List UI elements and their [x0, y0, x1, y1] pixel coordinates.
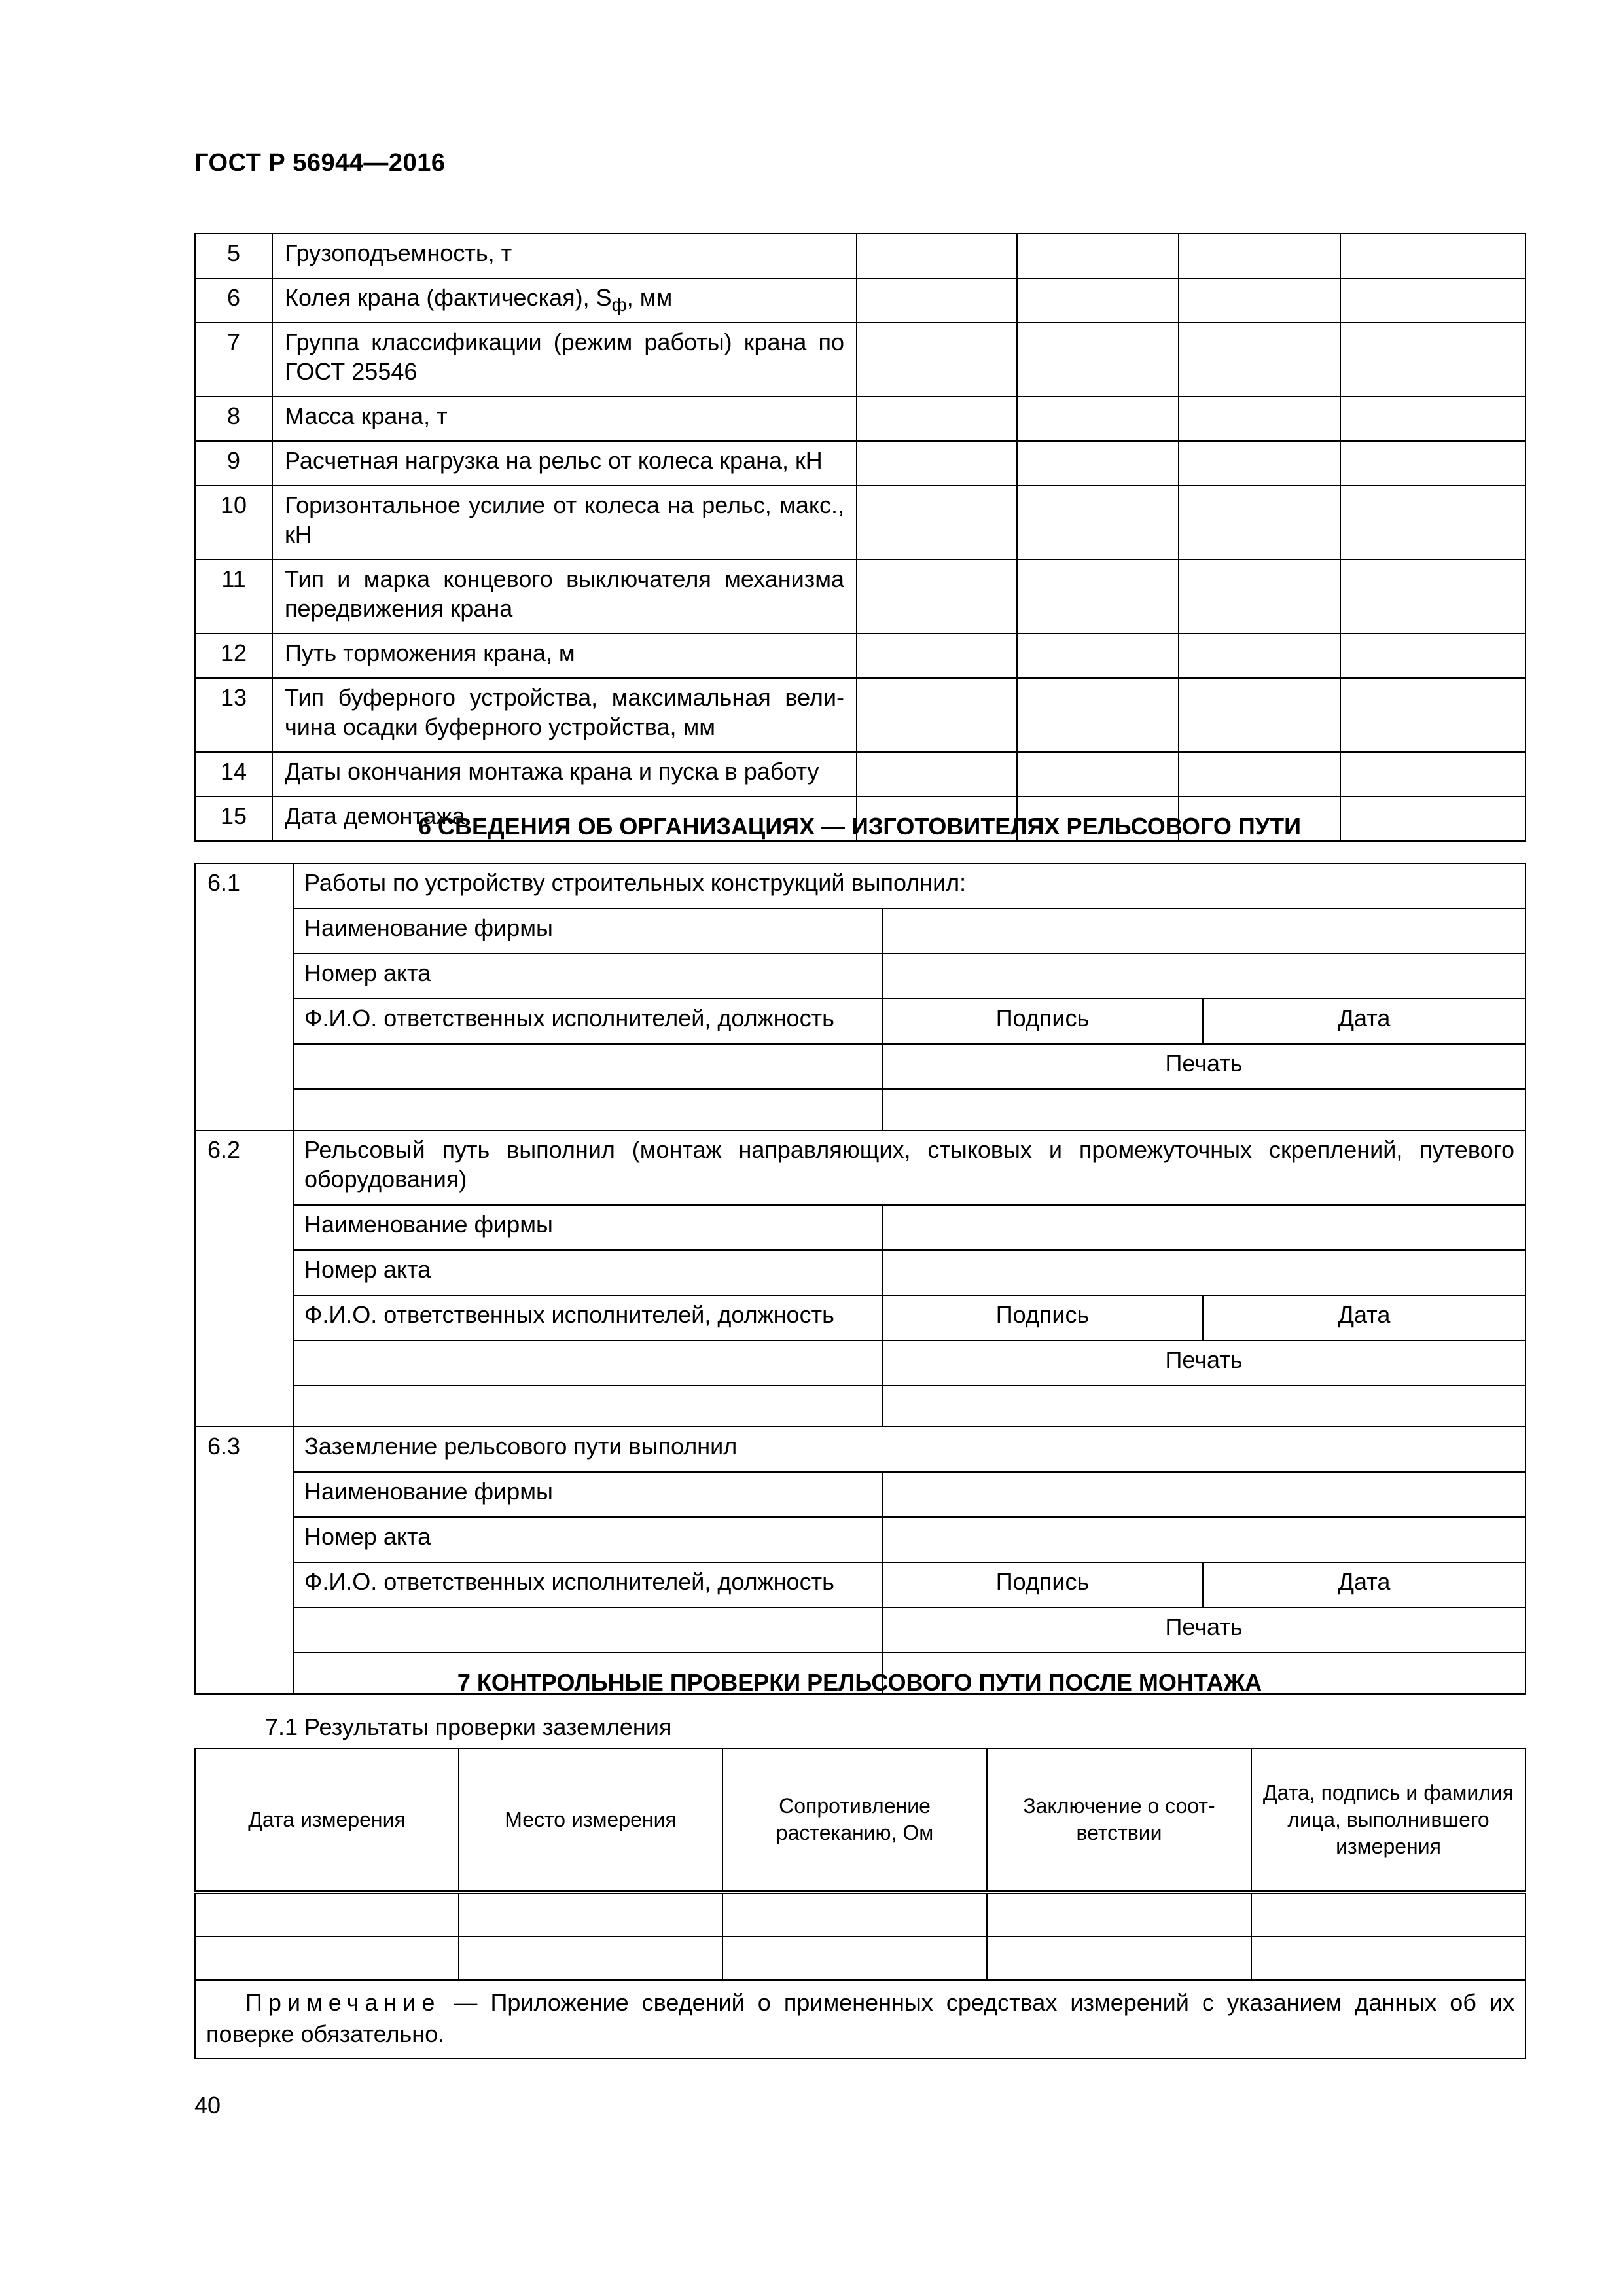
firm-name-label: Наименование фирмы [293, 1205, 882, 1250]
value-cell[interactable] [1179, 486, 1340, 560]
table-row [195, 1250, 1525, 1295]
stamp-label: Печать [882, 1607, 1525, 1653]
description-suffix: , мм [626, 284, 673, 311]
row-number: 9 [195, 441, 272, 486]
table-row [195, 1295, 1525, 1340]
value-cell[interactable] [1179, 634, 1340, 678]
table-row [195, 634, 1525, 678]
subscript: ф [611, 295, 627, 315]
value-cell[interactable] [857, 397, 1017, 441]
table-row [195, 1607, 1525, 1653]
table-cell[interactable] [722, 1937, 987, 1980]
group-number: 6.3 [195, 1427, 293, 1694]
row-number: 8 [195, 397, 272, 441]
table-row [195, 678, 1525, 752]
act-number-field[interactable] [882, 1517, 1525, 1562]
value-cell[interactable] [1179, 397, 1340, 441]
table-cell[interactable] [195, 1937, 459, 1980]
grounding-results-table [194, 1748, 1526, 2059]
table-row [195, 954, 1525, 999]
value-cell[interactable] [857, 278, 1017, 323]
table-row [195, 278, 1525, 323]
row-description: Тип буферного устройства, максимальная вели-чина осадки буферного устройства, мм [272, 678, 857, 752]
firm-name-field[interactable] [882, 908, 1525, 954]
table-cell[interactable] [722, 1892, 987, 1937]
value-cell[interactable] [1179, 752, 1340, 797]
table-row [195, 908, 1525, 954]
note-row [195, 1980, 1525, 2058]
table-row [195, 1427, 1525, 1472]
signature-label: Подпись [882, 1295, 1203, 1340]
value-cell[interactable] [1340, 486, 1525, 560]
value-cell[interactable] [1179, 441, 1340, 486]
value-cell[interactable] [1340, 234, 1525, 278]
responsible-field[interactable] [293, 1089, 882, 1130]
value-cell[interactable] [1179, 560, 1340, 634]
value-cell[interactable] [857, 560, 1017, 634]
standard-code: ГОСТ Р 56944—2016 [194, 149, 446, 177]
act-number-label: Номер акта [293, 1250, 882, 1295]
signature-label: Подпись [882, 999, 1203, 1044]
value-cell[interactable] [1017, 234, 1179, 278]
table-row [195, 1892, 1525, 1937]
table-cell[interactable] [459, 1937, 722, 1980]
table-row [195, 234, 1525, 278]
note-label: Примечание [245, 1989, 441, 2016]
table-cell[interactable] [459, 1892, 722, 1937]
row-description: Группа классификации (режим работы) крана по ГОСТ 25546 [272, 323, 857, 397]
value-cell[interactable] [1017, 634, 1179, 678]
row-number: 6 [195, 278, 272, 323]
value-cell[interactable] [857, 234, 1017, 278]
value-cell[interactable] [1340, 441, 1525, 486]
group-title: Рельсовый путь выполнил (монтаж направляющих, стыковых и промежуточных скреплений, путевого оборудования) [293, 1130, 1525, 1205]
table-row [195, 1340, 1525, 1386]
responsible-label: Ф.И.О. ответственных исполнителей, должность [293, 1562, 882, 1607]
value-cell[interactable] [1179, 278, 1340, 323]
table-row [195, 397, 1525, 441]
responsible-label: Ф.И.О. ответственных исполнителей, должность [293, 999, 882, 1044]
value-cell[interactable] [1340, 678, 1525, 752]
note-cell [195, 1980, 1525, 2058]
responsible-field[interactable] [293, 1340, 882, 1386]
section-7-title: 7 КОНТРОЛЬНЫЕ ПРОВЕРКИ РЕЛЬСОВОГО ПУТИ ПОСЛЕ МОНТАЖА [457, 1669, 1262, 1696]
firm-name-label: Наименование фирмы [293, 1472, 882, 1517]
group-title: Заземление рельсового пути выполнил [293, 1427, 1525, 1472]
row-description: Грузоподъемность, т [272, 234, 857, 278]
responsible-field[interactable] [293, 1044, 882, 1089]
row-number: 10 [195, 486, 272, 560]
responsible-field[interactable] [293, 1386, 882, 1427]
value-cell[interactable] [1340, 634, 1525, 678]
stamp-label: Печать [882, 1340, 1525, 1386]
responsible-label: Ф.И.О. ответственных исполнителей, должность [293, 1295, 882, 1340]
note-text: — Приложение сведений о примененных средствах измерений с указанием данных об их поверке обязательно. [206, 1989, 1514, 2047]
value-cell[interactable] [1340, 752, 1525, 797]
value-cell[interactable] [1017, 752, 1179, 797]
value-cell[interactable] [1340, 397, 1525, 441]
value-cell[interactable] [857, 752, 1017, 797]
row-number: 12 [195, 634, 272, 678]
value-cell[interactable] [1340, 278, 1525, 323]
row-description: Масса крана, т [272, 397, 857, 441]
table-row [195, 486, 1525, 560]
column-header: Заключение о соот-ветствии [987, 1748, 1251, 1892]
table-header-row [195, 1748, 1525, 1892]
value-cell[interactable] [1340, 323, 1525, 397]
firm-name-field[interactable] [882, 1472, 1525, 1517]
date-label: Дата [1203, 1295, 1525, 1340]
row-description: Расчетная нагрузка на рельс от колеса крана, кН [272, 441, 857, 486]
value-cell[interactable] [1017, 397, 1179, 441]
row-description: Горизонтальное усилие от колеса на рельс, макс., кН [272, 486, 857, 560]
date-label: Дата [1203, 999, 1525, 1044]
row-description: Даты окончания монтажа крана и пуска в работу [272, 752, 857, 797]
date-label: Дата [1203, 1562, 1525, 1607]
subsection-7-1-title: 7.1 Результаты проверки заземления [265, 1713, 672, 1740]
organisations-table [194, 863, 1526, 1695]
value-cell[interactable] [1017, 678, 1179, 752]
table-row [195, 1205, 1525, 1250]
row-number: 13 [195, 678, 272, 752]
act-number-field[interactable] [882, 954, 1525, 999]
value-cell[interactable] [1017, 441, 1179, 486]
table-row [195, 441, 1525, 486]
row-number: 7 [195, 323, 272, 397]
value-cell[interactable] [1179, 323, 1340, 397]
stamp-field[interactable] [882, 1089, 1525, 1130]
table-cell[interactable] [195, 1892, 459, 1937]
stamp-label: Печать [882, 1044, 1525, 1089]
value-cell[interactable] [857, 486, 1017, 560]
table-row [195, 863, 1525, 908]
table-row [195, 1044, 1525, 1089]
value-cell[interactable] [1179, 678, 1340, 752]
row-description [272, 278, 857, 323]
row-description: Тип и марка концевого выключателя механизма передвижения крана [272, 560, 857, 634]
table-cell[interactable] [987, 1892, 1251, 1937]
value-cell[interactable] [1340, 560, 1525, 634]
firm-name-label: Наименование фирмы [293, 908, 882, 954]
group-title: Работы по устройству строительных конструкций выполнил: [293, 863, 1525, 908]
table-row [195, 560, 1525, 634]
table-row [195, 1386, 1525, 1427]
value-cell[interactable] [1017, 486, 1179, 560]
value-cell[interactable] [857, 441, 1017, 486]
row-number: 5 [195, 234, 272, 278]
table-row [195, 1130, 1525, 1205]
firm-name-field[interactable] [882, 1205, 1525, 1250]
act-number-label: Номер акта [293, 954, 882, 999]
crane-parameters-table [194, 233, 1526, 842]
table-row [195, 323, 1525, 397]
value-cell[interactable] [857, 323, 1017, 397]
description-text: Колея крана (фактическая), S [285, 284, 612, 311]
table-cell[interactable] [987, 1937, 1251, 1980]
table-row [195, 1472, 1525, 1517]
column-header: Дата измерения [195, 1748, 459, 1892]
value-cell[interactable] [1017, 323, 1179, 397]
row-number: 14 [195, 752, 272, 797]
table-row [195, 752, 1525, 797]
signature-label: Подпись [882, 1562, 1203, 1607]
table-row [195, 1517, 1525, 1562]
row-description: Путь торможения крана, м [272, 634, 857, 678]
responsible-field[interactable] [293, 1607, 882, 1653]
section-6-title: 6 СВЕДЕНИЯ ОБ ОРГАНИЗАЦИЯХ — ИЗГОТОВИТЕЛЯХ РЕЛЬСОВОГО ПУТИ [418, 813, 1301, 840]
table-row [195, 1089, 1525, 1130]
stamp-field[interactable] [882, 1386, 1525, 1427]
value-cell[interactable] [1179, 234, 1340, 278]
group-number: 6.2 [195, 1130, 293, 1427]
row-number: 15 [195, 797, 272, 841]
table-row [195, 1562, 1525, 1607]
row-number: 11 [195, 560, 272, 634]
value-cell[interactable] [857, 678, 1017, 752]
column-header: Место измерения [459, 1748, 722, 1892]
value-cell[interactable] [1017, 560, 1179, 634]
value-cell[interactable] [1017, 278, 1179, 323]
value-cell[interactable] [857, 634, 1017, 678]
row-description: Дата демонтажа [272, 797, 857, 841]
act-number-label: Номер акта [293, 1517, 882, 1562]
page-number: 40 [194, 2092, 221, 2119]
column-header: Дата, подпись и фамилия лица, выполнившего измерения [1251, 1748, 1525, 1892]
table-row [195, 1937, 1525, 1980]
table-row [195, 999, 1525, 1044]
table-cell[interactable] [1251, 1937, 1525, 1980]
act-number-field[interactable] [882, 1250, 1525, 1295]
table-cell[interactable] [1251, 1892, 1525, 1937]
group-number: 6.1 [195, 863, 293, 1130]
column-header: Сопротивление растеканию, Ом [722, 1748, 987, 1892]
